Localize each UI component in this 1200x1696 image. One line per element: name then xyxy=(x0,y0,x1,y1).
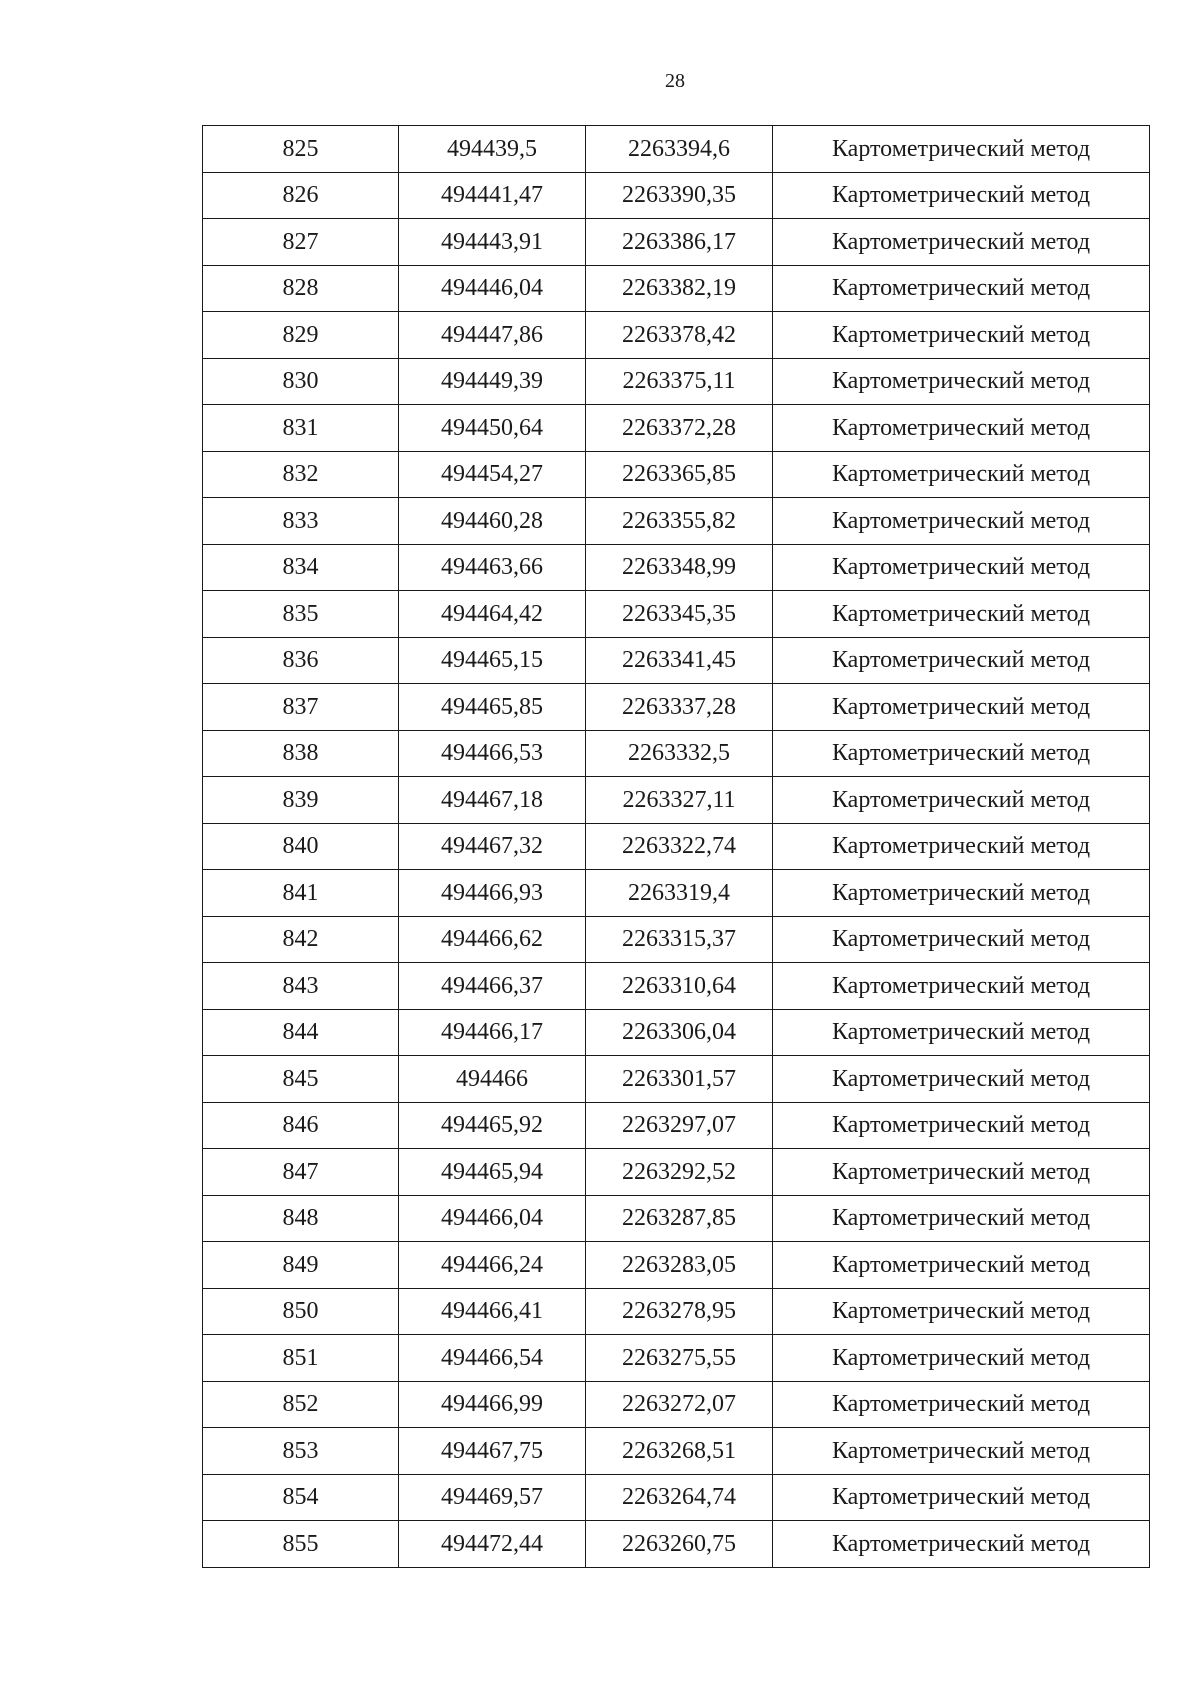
method-cell: Картометрический метод xyxy=(773,172,1150,219)
y-coordinate-cell: 2263275,55 xyxy=(586,1335,773,1382)
x-coordinate-cell: 494466,37 xyxy=(399,963,586,1010)
y-coordinate-cell: 2263322,74 xyxy=(586,823,773,870)
x-coordinate-cell: 494466,53 xyxy=(399,730,586,777)
table-row xyxy=(203,126,1150,173)
point-number-cell: 854 xyxy=(203,1474,399,1521)
x-coordinate-cell: 494466,04 xyxy=(399,1195,586,1242)
x-coordinate-cell: 494466,17 xyxy=(399,1009,586,1056)
y-coordinate-cell: 2263337,28 xyxy=(586,684,773,731)
method-cell: Картометрический метод xyxy=(773,1428,1150,1475)
table-row xyxy=(203,1195,1150,1242)
point-number-cell: 831 xyxy=(203,405,399,452)
method-cell: Картометрический метод xyxy=(773,265,1150,312)
y-coordinate-cell: 2263341,45 xyxy=(586,637,773,684)
point-number-cell: 825 xyxy=(203,126,399,173)
method-cell: Картометрический метод xyxy=(773,1102,1150,1149)
point-number-cell: 847 xyxy=(203,1149,399,1196)
method-cell: Картометрический метод xyxy=(773,312,1150,359)
y-coordinate-cell: 2263287,85 xyxy=(586,1195,773,1242)
table-row xyxy=(203,1102,1150,1149)
x-coordinate-cell: 494466,41 xyxy=(399,1288,586,1335)
y-coordinate-cell: 2263301,57 xyxy=(586,1056,773,1103)
x-coordinate-cell: 494454,27 xyxy=(399,451,586,498)
point-number-cell: 846 xyxy=(203,1102,399,1149)
table-row xyxy=(203,451,1150,498)
table-row xyxy=(203,1335,1150,1382)
point-number-cell: 836 xyxy=(203,637,399,684)
y-coordinate-cell: 2263297,07 xyxy=(586,1102,773,1149)
table-row xyxy=(203,1009,1150,1056)
method-cell: Картометрический метод xyxy=(773,498,1150,545)
y-coordinate-cell: 2263372,28 xyxy=(586,405,773,452)
y-coordinate-cell: 2263283,05 xyxy=(586,1242,773,1289)
x-coordinate-cell: 494467,18 xyxy=(399,777,586,824)
method-cell: Картометрический метод xyxy=(773,777,1150,824)
y-coordinate-cell: 2263278,95 xyxy=(586,1288,773,1335)
method-cell: Картометрический метод xyxy=(773,358,1150,405)
table-row xyxy=(203,312,1150,359)
method-cell: Картометрический метод xyxy=(773,405,1150,452)
x-coordinate-cell: 494443,91 xyxy=(399,219,586,266)
method-cell: Картометрический метод xyxy=(773,870,1150,917)
table-row xyxy=(203,777,1150,824)
table-row xyxy=(203,1521,1150,1568)
y-coordinate-cell: 2263394,6 xyxy=(586,126,773,173)
point-number-cell: 834 xyxy=(203,544,399,591)
y-coordinate-cell: 2263390,35 xyxy=(586,172,773,219)
y-coordinate-cell: 2263375,11 xyxy=(586,358,773,405)
table-row xyxy=(203,1149,1150,1196)
x-coordinate-cell: 494466,54 xyxy=(399,1335,586,1382)
method-cell: Картометрический метод xyxy=(773,544,1150,591)
point-number-cell: 837 xyxy=(203,684,399,731)
point-number-cell: 853 xyxy=(203,1428,399,1475)
method-cell: Картометрический метод xyxy=(773,1288,1150,1335)
y-coordinate-cell: 2263268,51 xyxy=(586,1428,773,1475)
table-row xyxy=(203,1428,1150,1475)
y-coordinate-cell: 2263319,4 xyxy=(586,870,773,917)
method-cell: Картометрический метод xyxy=(773,1474,1150,1521)
y-coordinate-cell: 2263260,75 xyxy=(586,1521,773,1568)
table-row xyxy=(203,1288,1150,1335)
point-number-cell: 841 xyxy=(203,870,399,917)
table-row xyxy=(203,544,1150,591)
method-cell: Картометрический метод xyxy=(773,1521,1150,1568)
point-number-cell: 845 xyxy=(203,1056,399,1103)
table-row xyxy=(203,172,1150,219)
table-row xyxy=(203,870,1150,917)
point-number-cell: 848 xyxy=(203,1195,399,1242)
y-coordinate-cell: 2263332,5 xyxy=(586,730,773,777)
y-coordinate-cell: 2263345,35 xyxy=(586,591,773,638)
table-row xyxy=(203,684,1150,731)
table-row xyxy=(203,405,1150,452)
x-coordinate-cell: 494463,66 xyxy=(399,544,586,591)
x-coordinate-cell: 494449,39 xyxy=(399,358,586,405)
x-coordinate-cell: 494466 xyxy=(399,1056,586,1103)
point-number-cell: 840 xyxy=(203,823,399,870)
method-cell: Картометрический метод xyxy=(773,823,1150,870)
x-coordinate-cell: 494469,57 xyxy=(399,1474,586,1521)
point-number-cell: 839 xyxy=(203,777,399,824)
table-row xyxy=(203,637,1150,684)
method-cell: Картометрический метод xyxy=(773,1056,1150,1103)
table-row xyxy=(203,591,1150,638)
method-cell: Картометрический метод xyxy=(773,1335,1150,1382)
point-number-cell: 827 xyxy=(203,219,399,266)
y-coordinate-cell: 2263327,11 xyxy=(586,777,773,824)
point-number-cell: 850 xyxy=(203,1288,399,1335)
y-coordinate-cell: 2263272,07 xyxy=(586,1381,773,1428)
table-row xyxy=(203,358,1150,405)
x-coordinate-cell: 494446,04 xyxy=(399,265,586,312)
method-cell: Картометрический метод xyxy=(773,637,1150,684)
x-coordinate-cell: 494466,93 xyxy=(399,870,586,917)
table-row xyxy=(203,1242,1150,1289)
x-coordinate-cell: 494465,85 xyxy=(399,684,586,731)
x-coordinate-cell: 494467,75 xyxy=(399,1428,586,1475)
x-coordinate-cell: 494460,28 xyxy=(399,498,586,545)
coordinates-table xyxy=(202,125,1150,1568)
table-row xyxy=(203,730,1150,777)
method-cell: Картометрический метод xyxy=(773,963,1150,1010)
point-number-cell: 849 xyxy=(203,1242,399,1289)
method-cell: Картометрический метод xyxy=(773,1009,1150,1056)
x-coordinate-cell: 494447,86 xyxy=(399,312,586,359)
page-number: 28 xyxy=(665,70,685,92)
point-number-cell: 835 xyxy=(203,591,399,638)
method-cell: Картометрический метод xyxy=(773,1242,1150,1289)
point-number-cell: 829 xyxy=(203,312,399,359)
x-coordinate-cell: 494464,42 xyxy=(399,591,586,638)
table-row xyxy=(203,916,1150,963)
x-coordinate-cell: 494465,92 xyxy=(399,1102,586,1149)
point-number-cell: 828 xyxy=(203,265,399,312)
x-coordinate-cell: 494450,64 xyxy=(399,405,586,452)
point-number-cell: 852 xyxy=(203,1381,399,1428)
y-coordinate-cell: 2263315,37 xyxy=(586,916,773,963)
x-coordinate-cell: 494467,32 xyxy=(399,823,586,870)
table-row xyxy=(203,265,1150,312)
y-coordinate-cell: 2263306,04 xyxy=(586,1009,773,1056)
y-coordinate-cell: 2263378,42 xyxy=(586,312,773,359)
table-row xyxy=(203,498,1150,545)
method-cell: Картометрический метод xyxy=(773,451,1150,498)
table-row xyxy=(203,1474,1150,1521)
x-coordinate-cell: 494472,44 xyxy=(399,1521,586,1568)
table-row xyxy=(203,1056,1150,1103)
coordinates-table-body xyxy=(203,126,1150,1568)
point-number-cell: 826 xyxy=(203,172,399,219)
y-coordinate-cell: 2263264,74 xyxy=(586,1474,773,1521)
point-number-cell: 855 xyxy=(203,1521,399,1568)
method-cell: Картометрический метод xyxy=(773,591,1150,638)
y-coordinate-cell: 2263365,85 xyxy=(586,451,773,498)
y-coordinate-cell: 2263292,52 xyxy=(586,1149,773,1196)
method-cell: Картометрический метод xyxy=(773,730,1150,777)
table-row xyxy=(203,823,1150,870)
table-row xyxy=(203,219,1150,266)
table-row xyxy=(203,963,1150,1010)
point-number-cell: 843 xyxy=(203,963,399,1010)
method-cell: Картометрический метод xyxy=(773,126,1150,173)
point-number-cell: 832 xyxy=(203,451,399,498)
y-coordinate-cell: 2263348,99 xyxy=(586,544,773,591)
y-coordinate-cell: 2263386,17 xyxy=(586,219,773,266)
x-coordinate-cell: 494466,99 xyxy=(399,1381,586,1428)
method-cell: Картометрический метод xyxy=(773,1195,1150,1242)
y-coordinate-cell: 2263310,64 xyxy=(586,963,773,1010)
x-coordinate-cell: 494466,62 xyxy=(399,916,586,963)
x-coordinate-cell: 494465,94 xyxy=(399,1149,586,1196)
point-number-cell: 830 xyxy=(203,358,399,405)
x-coordinate-cell: 494441,47 xyxy=(399,172,586,219)
method-cell: Картометрический метод xyxy=(773,684,1150,731)
point-number-cell: 851 xyxy=(203,1335,399,1382)
point-number-cell: 842 xyxy=(203,916,399,963)
y-coordinate-cell: 2263355,82 xyxy=(586,498,773,545)
method-cell: Картометрический метод xyxy=(773,219,1150,266)
method-cell: Картометрический метод xyxy=(773,916,1150,963)
point-number-cell: 833 xyxy=(203,498,399,545)
x-coordinate-cell: 494465,15 xyxy=(399,637,586,684)
point-number-cell: 844 xyxy=(203,1009,399,1056)
point-number-cell: 838 xyxy=(203,730,399,777)
x-coordinate-cell: 494466,24 xyxy=(399,1242,586,1289)
method-cell: Картометрический метод xyxy=(773,1149,1150,1196)
y-coordinate-cell: 2263382,19 xyxy=(586,265,773,312)
x-coordinate-cell: 494439,5 xyxy=(399,126,586,173)
table-row xyxy=(203,1381,1150,1428)
method-cell: Картометрический метод xyxy=(773,1381,1150,1428)
